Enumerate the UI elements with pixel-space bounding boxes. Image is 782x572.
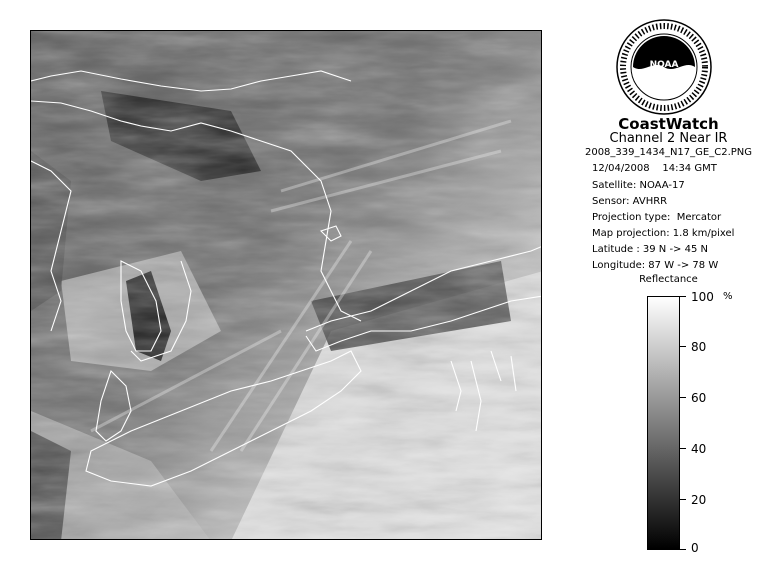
satellite-image	[30, 30, 542, 540]
legend-unit: %	[723, 291, 733, 302]
satellite-text: Satellite: NOAA-17	[592, 180, 685, 191]
noaa-logo	[615, 18, 713, 116]
info-panel	[555, 0, 782, 572]
noaa-logo-text: NOAA	[649, 60, 679, 70]
sensor-text: Sensor: AVHRR	[592, 196, 668, 207]
legend-tick-label: 40	[691, 442, 707, 456]
legend-tick-label: 100	[691, 290, 714, 304]
longitude-text: Longitude: 87 W -> 78 W	[592, 260, 719, 271]
legend-tick-label: 20	[691, 493, 707, 507]
legend-tick-label: 60	[691, 391, 707, 405]
map-projection-text: Map projection: 1.8 km/pixel	[592, 228, 735, 239]
legend-tick	[680, 448, 686, 449]
channel-subtitle: Channel 2 Near IR	[609, 131, 728, 146]
cloud-texture	[31, 31, 542, 540]
legend-label: Reflectance	[639, 274, 698, 285]
filename-text: 2008_339_1434_N17_GE_C2.PNG	[584, 147, 753, 158]
satellite-image-svg	[31, 31, 542, 540]
datetime-text: 12/04/2008 14:34 GMT	[592, 163, 717, 174]
legend-tick	[680, 549, 686, 550]
legend-tick-label: 80	[691, 340, 707, 354]
reflectance-color-bar	[647, 296, 680, 550]
legend-tick	[680, 499, 686, 500]
app-title: CoastWatch	[618, 115, 719, 133]
legend-tick	[680, 346, 686, 347]
latitude-text: Latitude : 39 N -> 45 N	[592, 244, 708, 255]
legend-tick	[680, 296, 686, 297]
legend-tick	[680, 397, 686, 398]
legend-tick-label: 0	[691, 541, 699, 555]
projection-type-text: Projection type: Mercator	[592, 212, 722, 223]
